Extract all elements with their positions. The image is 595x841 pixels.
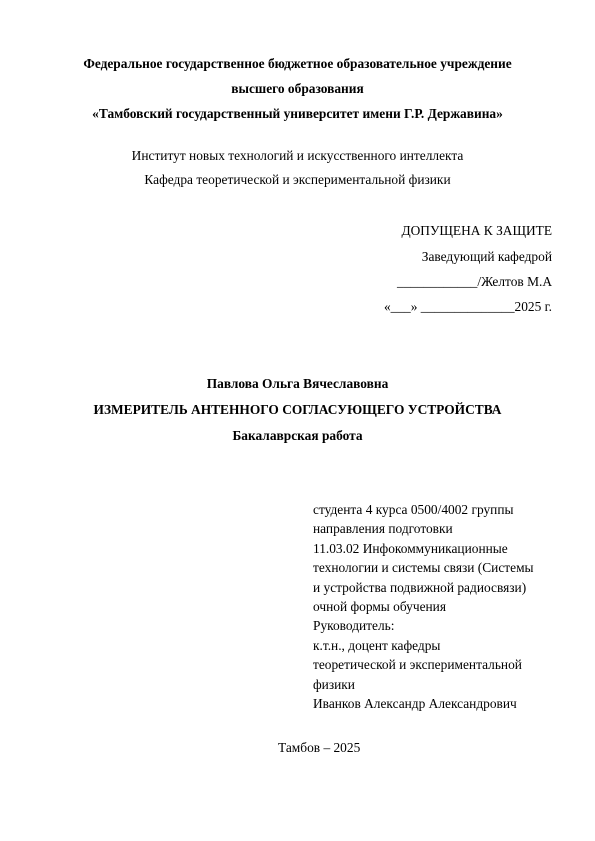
organization-line-1: Федеральное государственное бюджетное образовательное учреждение — [83, 56, 512, 71]
student-info-line: студента 4 курса 0500/4002 группы — [313, 502, 514, 517]
author-name: Павлова Ольга Вячеславовна — [206, 376, 389, 391]
department-name: Кафедра теоретической и экспериментальной физики — [144, 172, 451, 187]
approval-position: Заведующий кафедрой — [421, 249, 552, 264]
work-type: Бакалаврская работа — [232, 428, 363, 443]
supervisor-label: Руководитель: — [313, 618, 395, 634]
approval-title: ДОПУЩЕНА К ЗАЩИТЕ — [401, 223, 552, 238]
student-info-line: 11.03.02 Инфокоммуникационные — [313, 540, 508, 556]
university-name: «Тамбовский государственный университет имени Г.Р. Державина» — [92, 106, 503, 121]
organization-line-2: высшего образования — [231, 81, 364, 96]
student-info-line: направления подготовки — [313, 521, 453, 537]
institute-name: Институт новых технологий и искусственного интеллекта — [131, 148, 464, 163]
supervisor-name: Иванков Александр Александрович — [313, 696, 517, 712]
work-title: ИЗМЕРИТЕЛЬ АНТЕННОГО СОГЛАСУЮЩЕГО УСТРОЙСТВА — [93, 402, 502, 417]
supervisor-department: теоретической и экспериментальной — [313, 657, 522, 673]
approval-date: «___» ______________2025 г. — [383, 299, 552, 314]
approval-signature: ____________/Желтов М.А — [397, 274, 552, 289]
supervisor-degree: к.т.н., доцент кафедры — [313, 637, 441, 653]
student-info-line: технологии и системы связи (Системы — [313, 560, 534, 576]
student-info-line: и устройства подвижной радиосвязи) — [313, 579, 527, 595]
student-info — [313, 500, 534, 713]
student-info-line: очной формы обучения — [313, 599, 447, 615]
city-year: Тамбов – 2025 — [278, 740, 361, 755]
supervisor-department: физики — [313, 676, 355, 692]
